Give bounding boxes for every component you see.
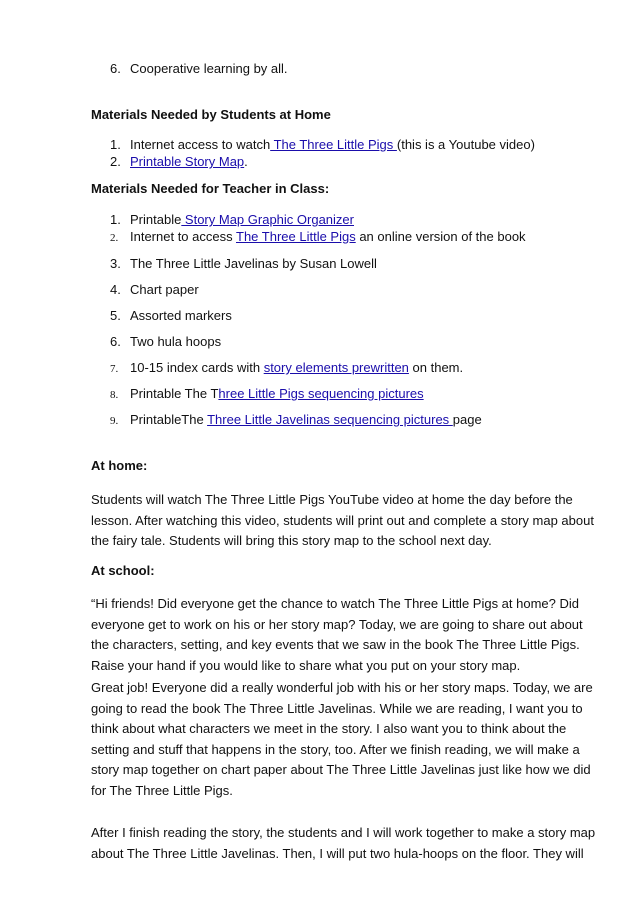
text-line: for The Three Little Pigs. xyxy=(91,782,233,798)
list-number: 6. xyxy=(110,334,121,349)
section-heading-at-school: At school: xyxy=(91,563,155,578)
list-number: 7. xyxy=(110,363,119,375)
story-elements-prewritten-link[interactable]: story elements prewritten xyxy=(263,360,409,375)
list-number: 3. xyxy=(110,256,121,271)
text-line: the characters, setting, and key events that we saw in the book The Three Little Pigs. xyxy=(91,637,580,653)
text-line: After I finish reading the story, the students and I will work together to make a story map xyxy=(91,825,596,840)
list-number: 5. xyxy=(110,308,121,323)
list-number: 2. xyxy=(110,154,121,169)
list-text: Internet access to watch xyxy=(130,137,271,152)
section-heading-students-home: Materials Needed by Students at Home xyxy=(91,107,331,122)
list-item xyxy=(110,412,482,429)
list-number: 2. xyxy=(110,232,119,244)
list-item xyxy=(110,212,354,228)
paragraph-school-1 xyxy=(91,594,601,676)
section-heading-teacher-class: Materials Needed for Teacher in Class: xyxy=(91,181,330,196)
list-text: on them. xyxy=(408,360,464,375)
three-little-pigs-online-book-link[interactable]: The Three Little Pigs xyxy=(236,229,356,244)
list-text: PrintableThe xyxy=(130,412,208,427)
list-item xyxy=(110,334,221,350)
text-line: Raise your hand if you would like to share what you put on your story map. xyxy=(91,657,521,673)
list-item xyxy=(110,154,248,170)
list-text: Chart paper xyxy=(130,282,199,297)
list-item xyxy=(110,137,535,153)
text-line: Students will watch The Three Little Pigs YouTube video at home the day before the xyxy=(91,492,573,507)
list-text: an online version of the book xyxy=(355,229,526,244)
list-item xyxy=(110,386,424,403)
list-item xyxy=(110,229,526,246)
paragraph-at-home xyxy=(91,490,601,552)
text-line: “Hi friends! Did everyone get the chance to watch The Three Little Pigs at home? Did xyxy=(91,596,580,611)
paragraph-school-3 xyxy=(91,823,601,864)
list-number: 1. xyxy=(110,212,121,227)
list-item xyxy=(110,256,377,272)
list-text: Assorted markers xyxy=(130,308,232,323)
list-text: (this is a Youtube video) xyxy=(396,137,535,152)
list-item xyxy=(110,308,232,324)
list-text: Cooperative learning by all. xyxy=(130,61,288,76)
section-heading-at-home: At home: xyxy=(91,458,148,473)
list-number: 4. xyxy=(110,282,121,297)
list-text: . xyxy=(244,154,248,169)
list-number: 9. xyxy=(110,415,119,427)
text-line: Great job! Everyone did a really wonderful job with his or her story maps. Today, we are xyxy=(91,680,593,695)
three-little-pigs-video-link[interactable]: The Three Little Pigs xyxy=(270,137,397,152)
list-text: The Three Little Javelinas by Susan Lowell xyxy=(130,256,377,271)
printable-story-map-link[interactable]: Printable Story Map xyxy=(130,154,245,169)
text-line: the fairy tale. Students will bring this story map to the school next day. xyxy=(91,533,492,549)
text-line: about The Three Little Javelinas. Then, I will put two hula-hoops on the floor. They will xyxy=(91,845,584,861)
javelinas-sequencing-pictures-link[interactable]: Three Little Javelinas sequencing pictures xyxy=(207,412,453,427)
list-text: Printable The T xyxy=(130,386,219,401)
list-text: Printable xyxy=(130,212,182,227)
text-line: going to read the book The Three Little Javelinas. While we are reading, I want you to xyxy=(91,700,583,716)
story-map-graphic-organizer-link[interactable]: Story Map Graphic Organizer xyxy=(181,212,354,227)
text-line: lesson. After watching this video, students will print out and complete a story map about xyxy=(91,512,594,528)
list-text: page xyxy=(452,412,482,427)
list-text: Two hula hoops xyxy=(130,334,222,349)
list-item xyxy=(110,282,199,298)
text-line: everyone get to work on his or her story map? Today, we are going to share out about xyxy=(91,616,583,632)
list-text: Internet to access xyxy=(130,229,236,244)
list-number: 1. xyxy=(110,137,121,152)
list-item xyxy=(110,360,463,377)
list-text: 10-15 index cards with xyxy=(130,360,264,375)
list-number: 6. xyxy=(110,61,121,76)
list-item xyxy=(110,61,288,77)
text-line: story map together on chart paper about The Three Little Javelinas just like how we did xyxy=(91,762,591,778)
text-line: setting and stuff that happens in the story, too. After we finish reading, we will make a xyxy=(91,741,580,757)
list-number: 8. xyxy=(110,389,119,401)
paragraph-school-2 xyxy=(91,678,601,802)
pigs-sequencing-pictures-link[interactable]: hree Little Pigs sequencing pictures xyxy=(218,386,424,401)
text-line: think about what characters we meet in the story. I also want you to think about the xyxy=(91,721,567,737)
